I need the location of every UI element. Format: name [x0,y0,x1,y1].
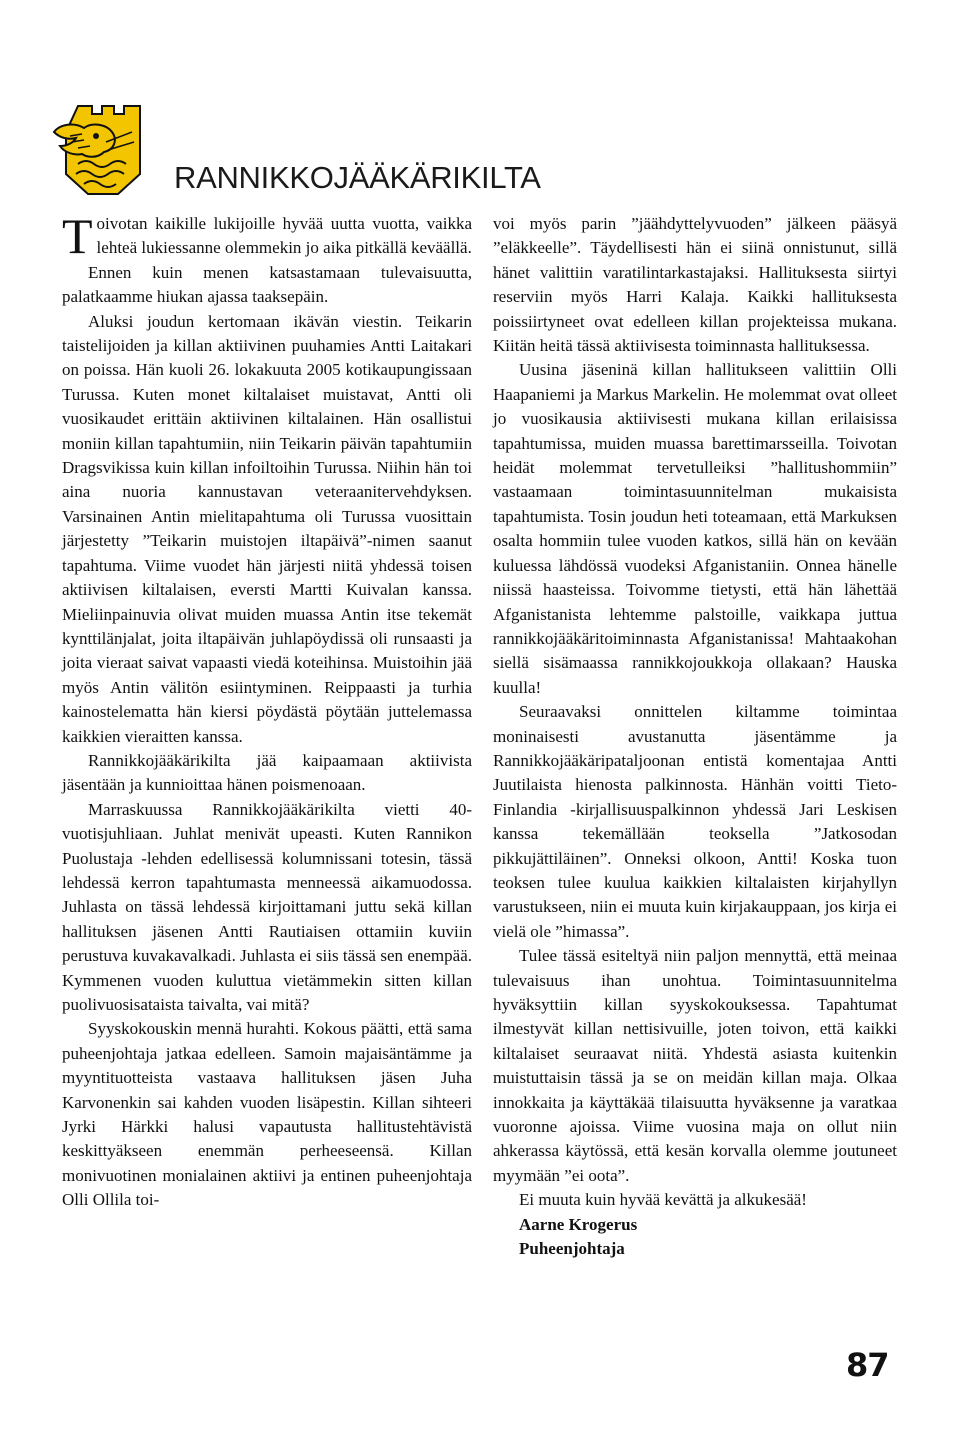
guild-emblem-icon [48,102,158,197]
paragraph: Tulee tässä esiteltyä niin paljon mennyttä, että meinaa tulevaisuus ihan unohtua. Toimintasuunnitelma hyväksyttiin killan syyskokouksessa. Tapahtumat ilmestyvät killan nettisivuille, joten toivon, että kaikki kiltalaiset seuraavat niitä. Yhdestä asiasta kuitenkin muistuttaisin tässä ja se on meidän killan maja. Olkaa innokkaita ja käyttäkää tilaisuutta hyväksenne ja varatkaa vuoronne ajoissa. Viime vuosina maja on ollut niin ahkerassa käytössä, että kesän korvalla olemme joutuneet myymään ”ei oota”. [493,946,897,1185]
paragraph: Aluksi joudun kertomaan ikävän viestin. Teikarin taistelijoiden ja killan aktiivinen puuhamies Antti Laitakari on poissa. Hän kuoli 26. lokakuuta 2005 kotikaupungissaan Turussa. Kuten monet kiltalaiset muistavat, Antti oli vuosikaudet erittäin aktiivinen kiltalainen. Hän osallistui moniin killan tapahtumiin, niin Teikarin päivän tapahtumiin Dragsvikissa kuin killan infoiltoihin Turussa. Niihin hän toi aina nuoria kannustavan veteraanitervehdyksen. Varsinainen Antin mielitapahtuma oli Turussa vuosittain järjestetty ”Teikarin muistojen iltapäivä”-nimen saanut tapahtuma. Viime vuodet hän järjesti niitä yhdessä toisen aktiivisen kiltalaisen, eversti Martti Kuivalan kanssa. Mieliinpainuvia olivat muiden muassa Antin itse tekemät kynttilänjalat, joita iltapäivän juhlapöydissä oli runsaasti ja joita vieraat saivat vapaasti viedä koteihinsa. Muistoihin jää myös Antin välitön esiintyminen. Reippaasti ja turhia kainostelematta hän kiersi pöydästä pöytään juttelemassa kaikkien vieraitten kanssa. [62,311,472,746]
signature-name: Aarne Krogerus [519,1214,638,1234]
article-heading: RANNIKKOJÄÄKÄRIKILTA [174,160,541,195]
paragraph-intro [62,208,472,264]
paragraph-continued: voi myös parin ”jäähdyttelyvuoden” jälkeen pääsyä ”eläkkeelle”. Täydellisesti hän ei siinä onnistunut, sillä hänet valittiin varatilintarkastajaksi. Hallituksesta siirtyi reserviin myös Harri Kalaja. Kaikki hallituksesta poissiirtyneet ovat edelleen killan projekteissa mukana. Kiitän heitä tässä aktiivisesta toiminnasta hallituksessa. [493,214,897,356]
signature-role: Puheenjohtaja [519,1239,625,1259]
paragraph: Rannikkojääkärikilta jää kaipaamaan aktiivista jäsentään ja kunnioittaa hänen poismenoaan. [62,750,472,795]
paragraph: Marraskuussa Rannikkojääkärikilta vietti 40-vuotisjuhliaan. Juhlat menivät upeasti. Kuten Rannikon Puolustaja -lehden edellisessä kolumnissani totesin, tässä lehdessä kerron tapahtumasta menneessä aikamuodossa. Juhlasta on tässä lehdessä kirjoittamani juttu sekä killan hallituksen jäsenen Antti Rautiaisen ottamiin kuviin perustuva kuvakavalkadi. Juhlasta ei siis tässä sen enempää. Kymmenen vuoden kuluttua vietämmekin sitten killan puolivuosisataista taivalta, vai mitä? [62,799,472,1014]
page-number: 87 [846,1346,889,1384]
left-column [62,208,472,1213]
paragraph: Seuraavaksi onnittelen kiltamme toimintaa moninaisesti avustanutta jäsentämme ja Rannikkojääkäripataljoonan entistä komentajaa Antti Juutilaista hienosta palkinnosta. Hänhän voitti Tieto-Finlandia -kirjallisuuspalkinnon yhdessä Jari Leskisen kanssa tekemällään teoksella ”Jatkosodan pikkujättiläinen”. Onneksi olkoon, Antti! Koska tuon teoksen tulee kuulua kaikkien kiltalaisten kirjahyllyn varustukseen, niin ei muuta kuin kirjakauppaan, jos kirja ei vielä ole ”himassa”. [493,702,897,941]
drop-cap: T [62,208,93,264]
paragraph: Ei muuta kuin hyvää kevättä ja alkukesää! [519,1190,807,1210]
right-column [493,212,897,1261]
paragraph: Syyskokouskin mennä hurahti. Kokous päätti, että sama puheenjohtaja jatkaa edelleen. Samoin majaisäntämme ja myyntituotteista vastaava hallituksen jäsen Juha Karvonenkin sai kahden vuoden lisäpestin. Killan sihteeri Jyrki Härkki halusi vapautusta hallitustehtävistä keskittyäkseen enemmän perheeseensä. Killan monivuotinen monialainen aktiivi ja entinen puheenjohtaja Olli Ollila toi- [62,1019,472,1210]
paragraph: Ennen kuin menen katsastamaan tulevaisuutta, palatkaamme hiukan ajassa taaksepäin. [62,262,472,307]
paragraph: Uusina jäseninä killan hallitukseen valittiin Olli Haapaniemi ja Markus Markelin. He molemmat ovat olleet jo vuosikausia aktiivisesti mukana killan erilaisissa tapahtumissa, muiden muassa barettimarsseilla. Toivotan heidät molemmat tervetulleiksi ”hallitushommiin” vastaamaan toimintasuunnitelman mukaisista tapahtumista. Tosin joudun heti toteamaan, että Markuksen osalta hommiin tulee vuoden katkos, sillä hän on kevään kuluessa lähdössä vuodeksi Afganistaniin. Onnea hänelle niissä haasteissa. Toivomme tietysti, että hän lähettää Afganistanista lehtemme palstoille, vaikkapa juttua rannikkojääkäritoiminnasta Afganistanissa! Mahtaakohan siellä sisämaassa rannikkojoukkoja ollakaan? Hauska kuulla! [493,360,897,697]
paragraph-intro-text: oivotan kaikille lukijoille hyvää uutta vuotta, vaikka lehteä lukiessanne olemmekin jo aika pitkällä keväällä. [96,214,472,258]
